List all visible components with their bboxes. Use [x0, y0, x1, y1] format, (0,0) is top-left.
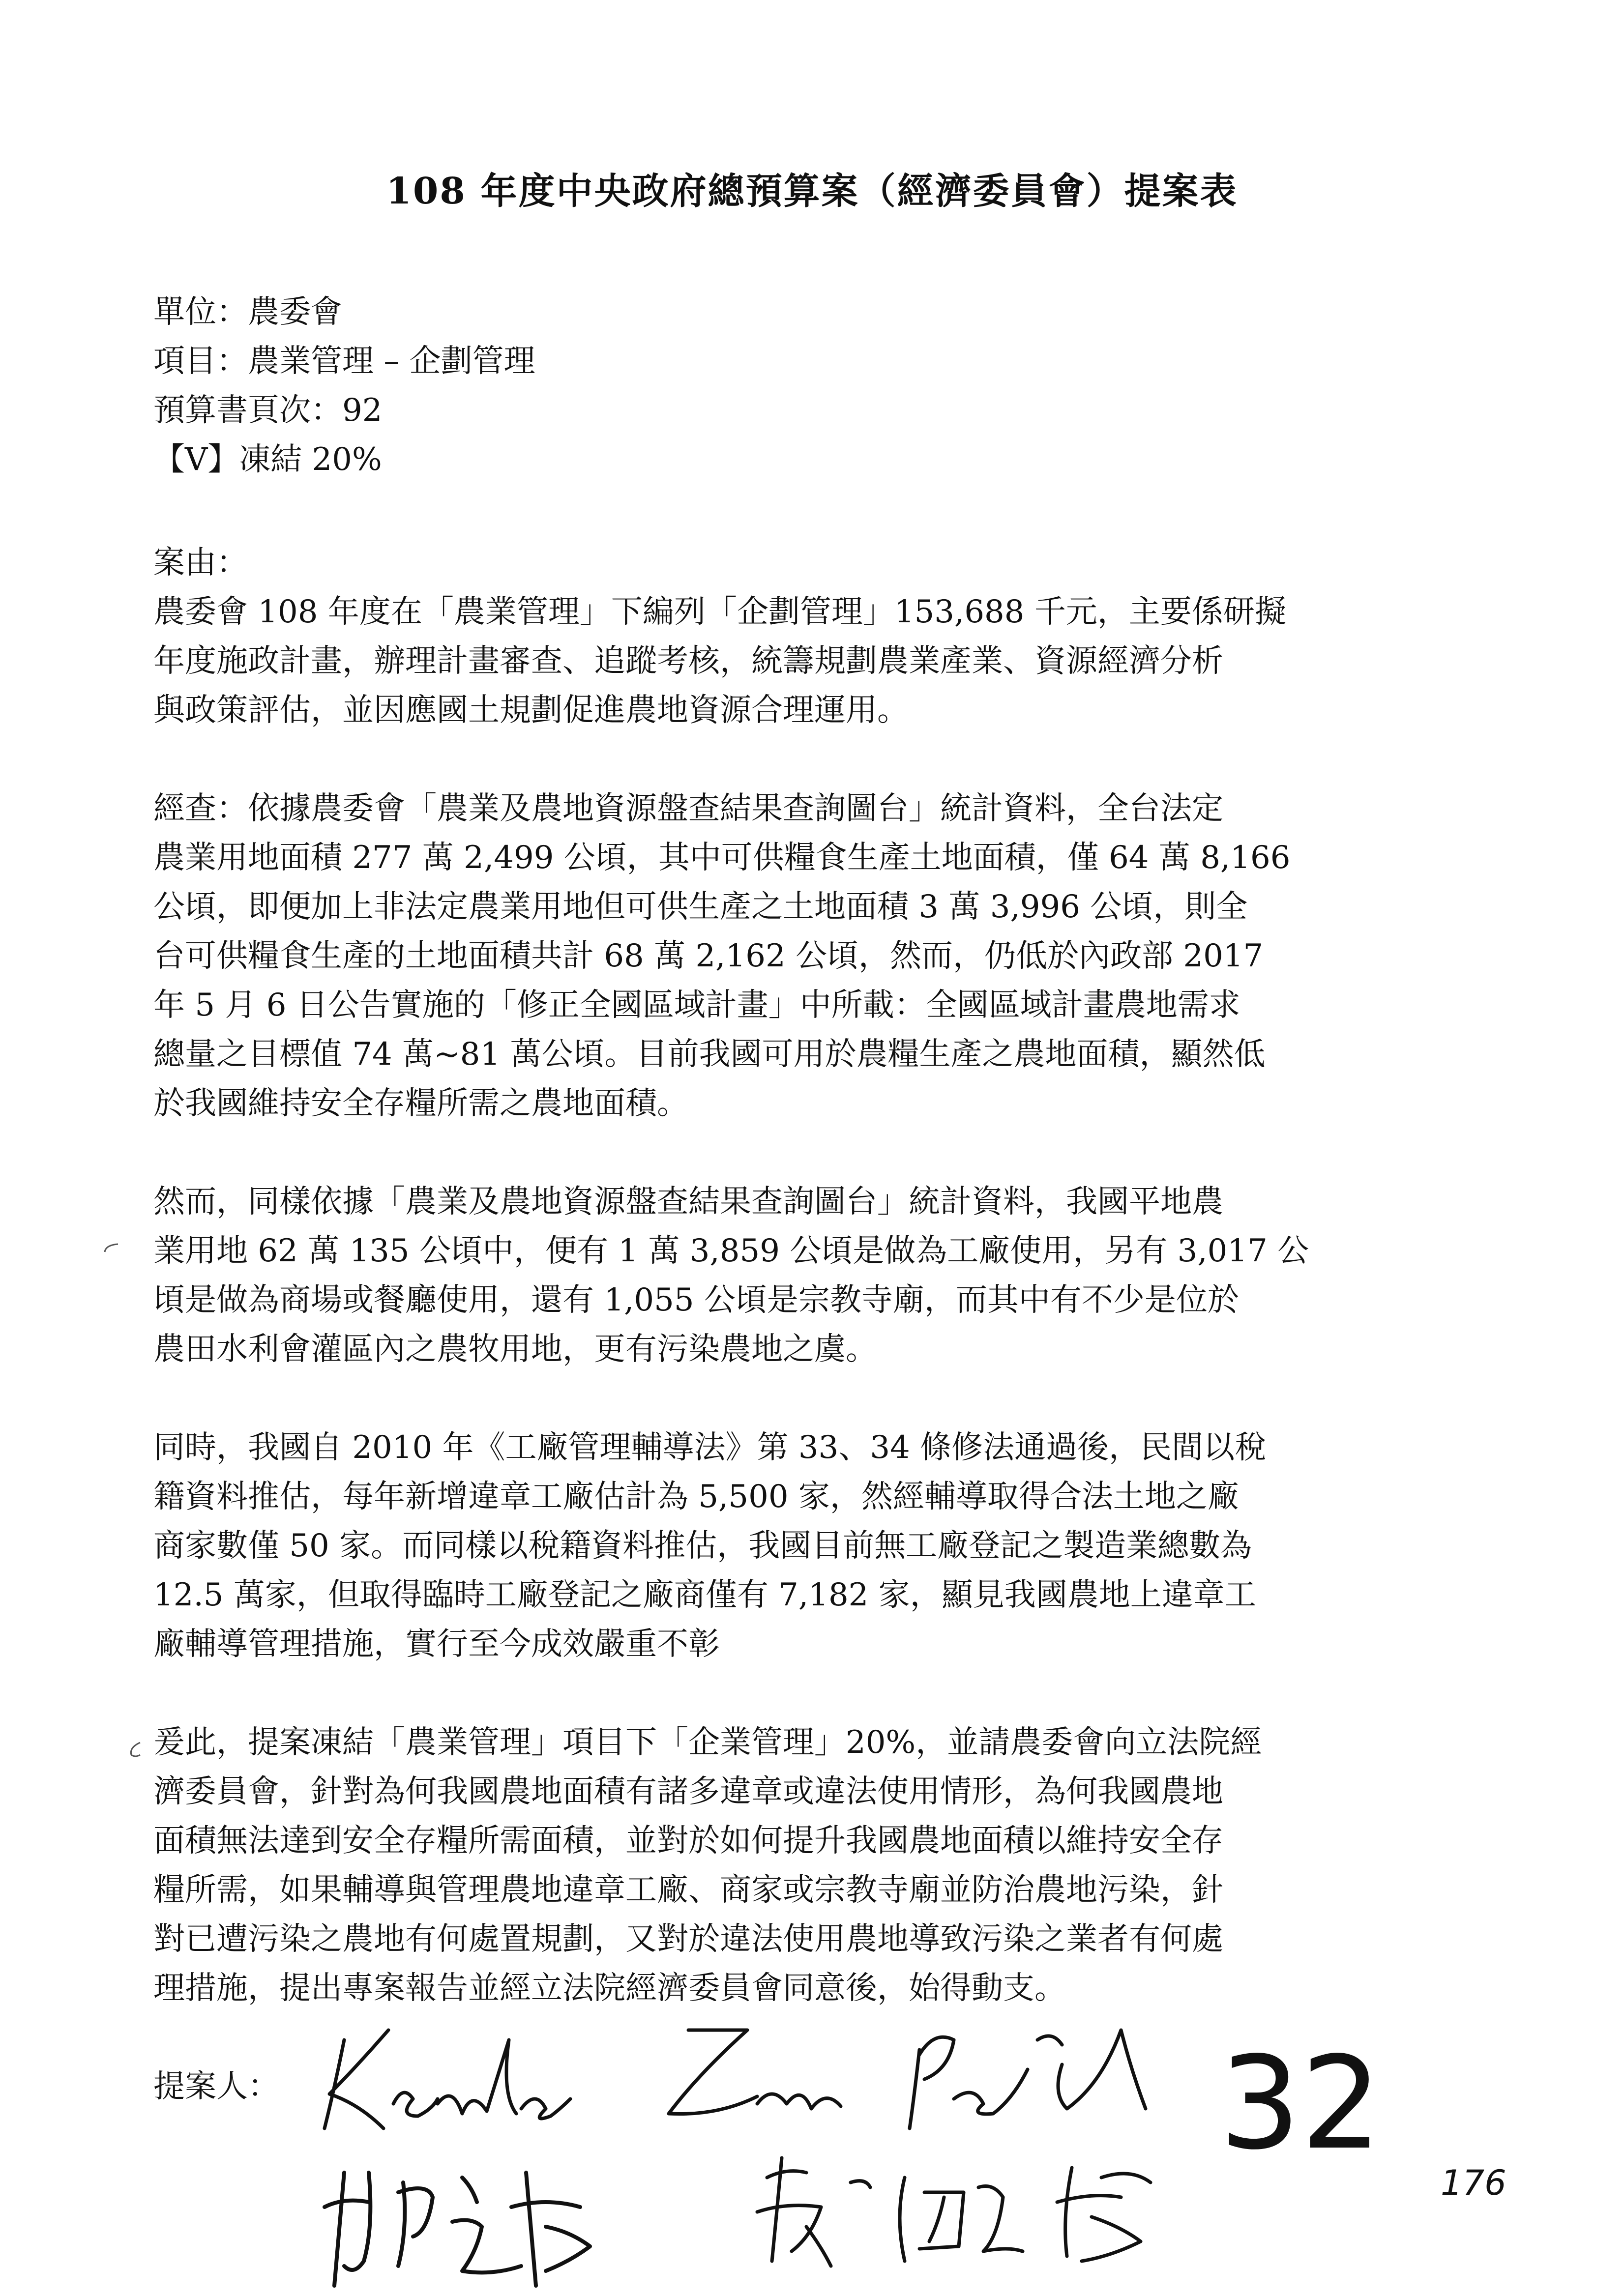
paragraph-1 — [153, 587, 1481, 735]
paragraph-line: 籍資料推估，每年新增違章工廠估計為 5,500 家，然經輔導取得合法土地之廠 — [153, 1479, 1239, 1515]
margin-mark-icon — [125, 1740, 145, 1760]
paragraph-2 — [153, 784, 1481, 1128]
cause-label: 案由： — [153, 545, 248, 581]
margin-mark-icon — [101, 1241, 120, 1256]
paragraph-line: 面積無法達到安全存糧所需面積，並對於如何提升我國農地面積以維持安全存 — [153, 1823, 1223, 1859]
handwritten-page-number: 176 — [1441, 2163, 1506, 2203]
handwritten-number: 32 — [1219, 2030, 1382, 2178]
paragraph-line: 農委會 108 年度在「農業管理」下編列「企劃管理」153,688 千元，主要係研擬 — [153, 594, 1286, 630]
paragraph-line: 然而，同樣依據「農業及農地資源盤查結果查詢圖台」統計資料，我國平地農 — [153, 1184, 1223, 1220]
paragraph-line: 年 5 月 6 日公告實施的「修正全國區域計畫」中所載：全國區域計畫農地需求 — [153, 987, 1240, 1023]
paragraph-5 — [153, 1718, 1481, 2013]
paragraph-line: 對已遭污染之農地有何處置規劃，又對於違法使用農地導致污染之業者有何處 — [153, 1921, 1223, 1957]
paragraph-4 — [153, 1423, 1481, 1669]
paragraph-line: 頃是做為商場或餐廳使用，還有 1,055 公頃是宗教寺廟，而其中有不少是位於 — [153, 1282, 1239, 1318]
paragraph-line: 理措施，提出專案報告並經立法院經濟委員會同意後，始得動支。 — [153, 1970, 1066, 2006]
paragraph-line: 濟委員會，針對為何我國農地面積有諸多違章或違法使用情形，為何我國農地 — [153, 1773, 1223, 1810]
paragraph-line: 糧所需，如果輔導與管理農地違章工廠、商家或宗教寺廟並防治農地污染，針 — [153, 1872, 1223, 1908]
signature-cjk-1 — [315, 2153, 620, 2296]
paragraph-line: 年度施政計畫，辦理計畫審查、追蹤考核，統籌規劃農業產業、資源經濟分析 — [153, 643, 1223, 679]
meta-block — [153, 288, 535, 484]
paragraph-3 — [153, 1177, 1481, 1374]
paragraph-line: 台可供糧食生產的土地面積共計 68 萬 2,162 公頃，然而，仍低於內政部 2017 — [153, 938, 1264, 974]
paragraph-line: 業用地 62 萬 135 公頃中，便有 1 萬 3,859 公頃是做為工廠使用，另有 3,017 公 — [153, 1233, 1309, 1269]
paragraph-line: 農田水利會灌區內之農牧用地，更有污染農地之虞。 — [153, 1331, 877, 1367]
signature-cjk-2 — [747, 2148, 1170, 2276]
item-line: 項目：農業管理 – 企劃管理 — [153, 343, 535, 379]
paragraph-line: 農業用地面積 277 萬 2,499 公頃，其中可供糧食生產土地面積，僅 64 萬 8,166 — [153, 840, 1291, 876]
paragraph-line: 公頃，即便加上非法定農業用地但可供生產之土地面積 3 萬 3,996 公頃，則全 — [153, 889, 1248, 925]
paragraph-line: 商家數僅 50 家。而同樣以稅籍資料推估，我國目前無工廠登記之製造業總數為 — [153, 1528, 1252, 1564]
signature-latin — [315, 2010, 1180, 2138]
unit-line: 單位：農委會 — [153, 294, 342, 330]
paragraph-line: 總量之目標值 74 萬~81 萬公頃。目前我國可用於農糧生產之農地面積，顯然低 — [153, 1036, 1266, 1073]
freeze-line: 【V】凍結 20% — [153, 441, 382, 478]
page-title: 108 年度中央政府總預算案（經濟委員會）提案表 — [386, 170, 1238, 212]
paragraph-line: 於我國維持安全存糧所需之農地面積。 — [153, 1085, 688, 1122]
paragraph-line: 經查：依據農委會「農業及農地資源盤查結果查詢圖台」統計資料，全台法定 — [153, 790, 1223, 827]
paragraph-line: 12.5 萬家，但取得臨時工廠登記之廠商僅有 7,182 家，顯見我國農地上違章工 — [153, 1577, 1256, 1613]
paragraph-line: 爰此，提案凍結「農業管理」項目下「企業管理」20%，並請農委會向立法院經 — [153, 1724, 1262, 1761]
paragraph-line: 廠輔導管理措施，實行至今成效嚴重不彰 — [153, 1626, 720, 1662]
proposer-label: 提案人： — [153, 2068, 279, 2105]
paragraph-line: 同時，我國自 2010 年《工廠管理輔導法》第 33、34 條修法通過後，民間以稅 — [153, 1429, 1267, 1466]
budget-page-line: 預算書頁次：92 — [153, 392, 383, 429]
paragraph-line: 與政策評估，並因應國土規劃促進農地資源合理運用。 — [153, 692, 909, 728]
